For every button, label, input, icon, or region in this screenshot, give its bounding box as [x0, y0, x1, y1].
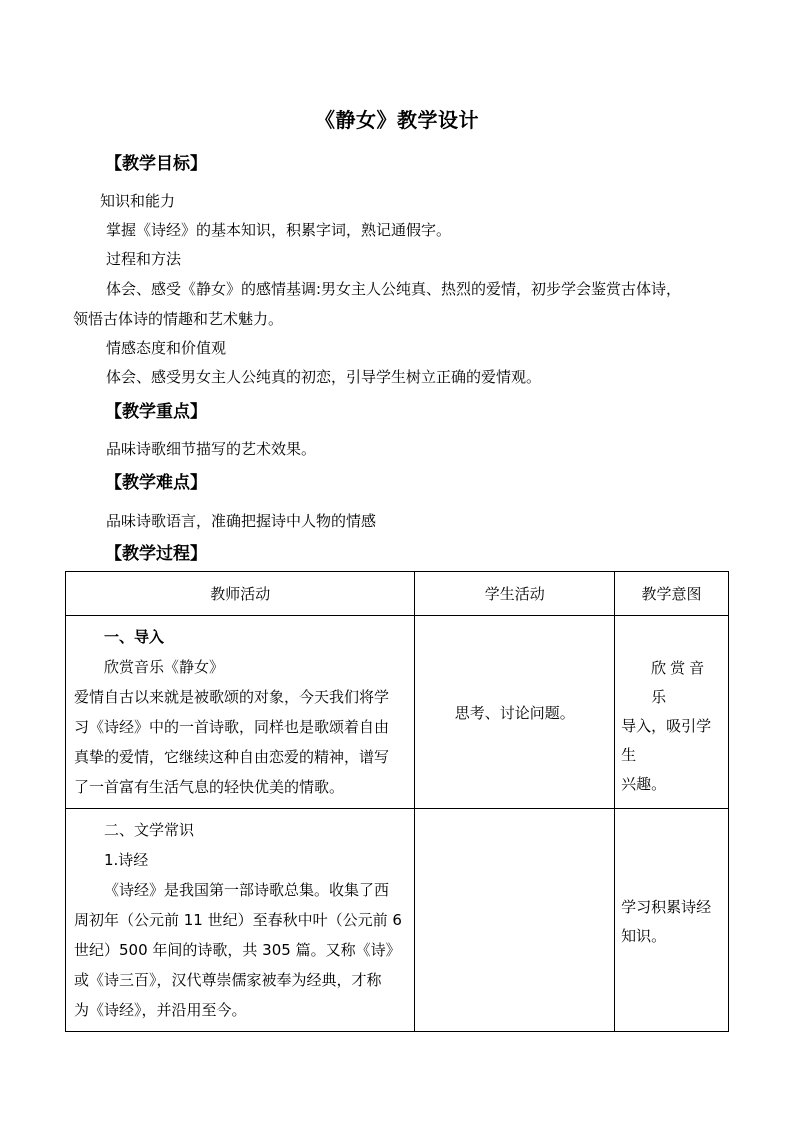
section-heading-process: 【教学过程】: [105, 544, 207, 564]
intent-line: 兴趣。: [621, 775, 667, 793]
intent-line: 学习积累诗经: [621, 898, 712, 916]
difficulty-text: 品味诗歌语言，准确把握诗中人物的情感: [106, 512, 377, 530]
intro-line: 真挚的爱情，它继续这种自由恋爱的精神，谱写: [74, 748, 390, 766]
intent-line: 导入，吸引学生: [621, 717, 712, 764]
section-heading-goals: 【教学目标】: [105, 154, 207, 174]
literature-subheading: 1.诗经: [104, 851, 149, 869]
teacher-activity-cell: [66, 616, 415, 809]
table-header-row: [66, 572, 729, 616]
document-title: 《静女》教学设计: [315, 108, 479, 132]
literature-heading: 二、文学常识: [104, 821, 195, 839]
knowledge-text: 掌握《诗经》的基本知识，积累字词，熟记通假字。: [106, 221, 452, 239]
teaching-intent-cell: [615, 616, 729, 809]
header-teacher-activity: 教师活动: [66, 572, 415, 616]
table-row: [66, 809, 729, 1032]
key-text: 品味诗歌细节描写的艺术效果。: [106, 440, 317, 458]
literature-line: 为《诗经》，并沿用至今。: [74, 1001, 247, 1019]
table-row: [66, 616, 729, 809]
intent-line: 欣赏音乐: [651, 659, 709, 706]
method-text-line1: 体会、感受《静女》的感情基调:男女主人公纯真、热烈的爱情，初步学会鉴赏古体诗，: [106, 280, 682, 298]
teaching-process-table: [65, 571, 729, 1032]
literature-line: 世纪）500 年间的诗歌，共 305 篇。又称《诗》: [74, 941, 401, 959]
section-heading-key: 【教学重点】: [105, 402, 207, 422]
method-text-line2: 领悟古体诗的情趣和艺术魅力。: [73, 310, 284, 328]
literature-line: 《诗经》是我国第一部诗歌总集。收集了西: [104, 881, 390, 899]
intro-line: 欣赏音乐《静女》: [104, 658, 225, 676]
knowledge-heading: 知识和能力: [100, 192, 176, 210]
intent-line: 知识。: [621, 927, 667, 945]
header-teaching-intent: 教学意图: [615, 572, 729, 616]
teacher-activity-cell: [66, 809, 415, 1032]
intro-line: 了一首富有生活气息的轻快优美的情歌。: [74, 778, 345, 796]
student-activity-cell: [415, 809, 615, 1032]
section-heading-difficulty: 【教学难点】: [105, 473, 207, 493]
teaching-intent-cell: [615, 809, 729, 1032]
emotion-heading: 情感态度和价值观: [106, 339, 227, 357]
student-activity-cell: 思考、讨论问题。: [415, 616, 615, 809]
emotion-text: 体会、感受男女主人公纯真的初恋，引导学生树立正确的爱情观。: [106, 368, 542, 386]
intro-line: 习《诗经》中的一首诗歌，同样也是歌颂着自由: [74, 718, 390, 736]
literature-line: 或《诗三百》，汉代尊崇儒家被奉为经典，才称: [74, 971, 382, 989]
intro-heading: 一、导入: [104, 628, 165, 646]
intro-line: 爱情自古以来就是被歌颂的对象，今天我们将学: [74, 688, 390, 706]
header-student-activity: 学生活动: [415, 572, 615, 616]
literature-line: 周初年（公元前 11 世纪）至春秋中叶（公元前 6: [74, 911, 402, 929]
method-heading: 过程和方法: [106, 250, 182, 268]
